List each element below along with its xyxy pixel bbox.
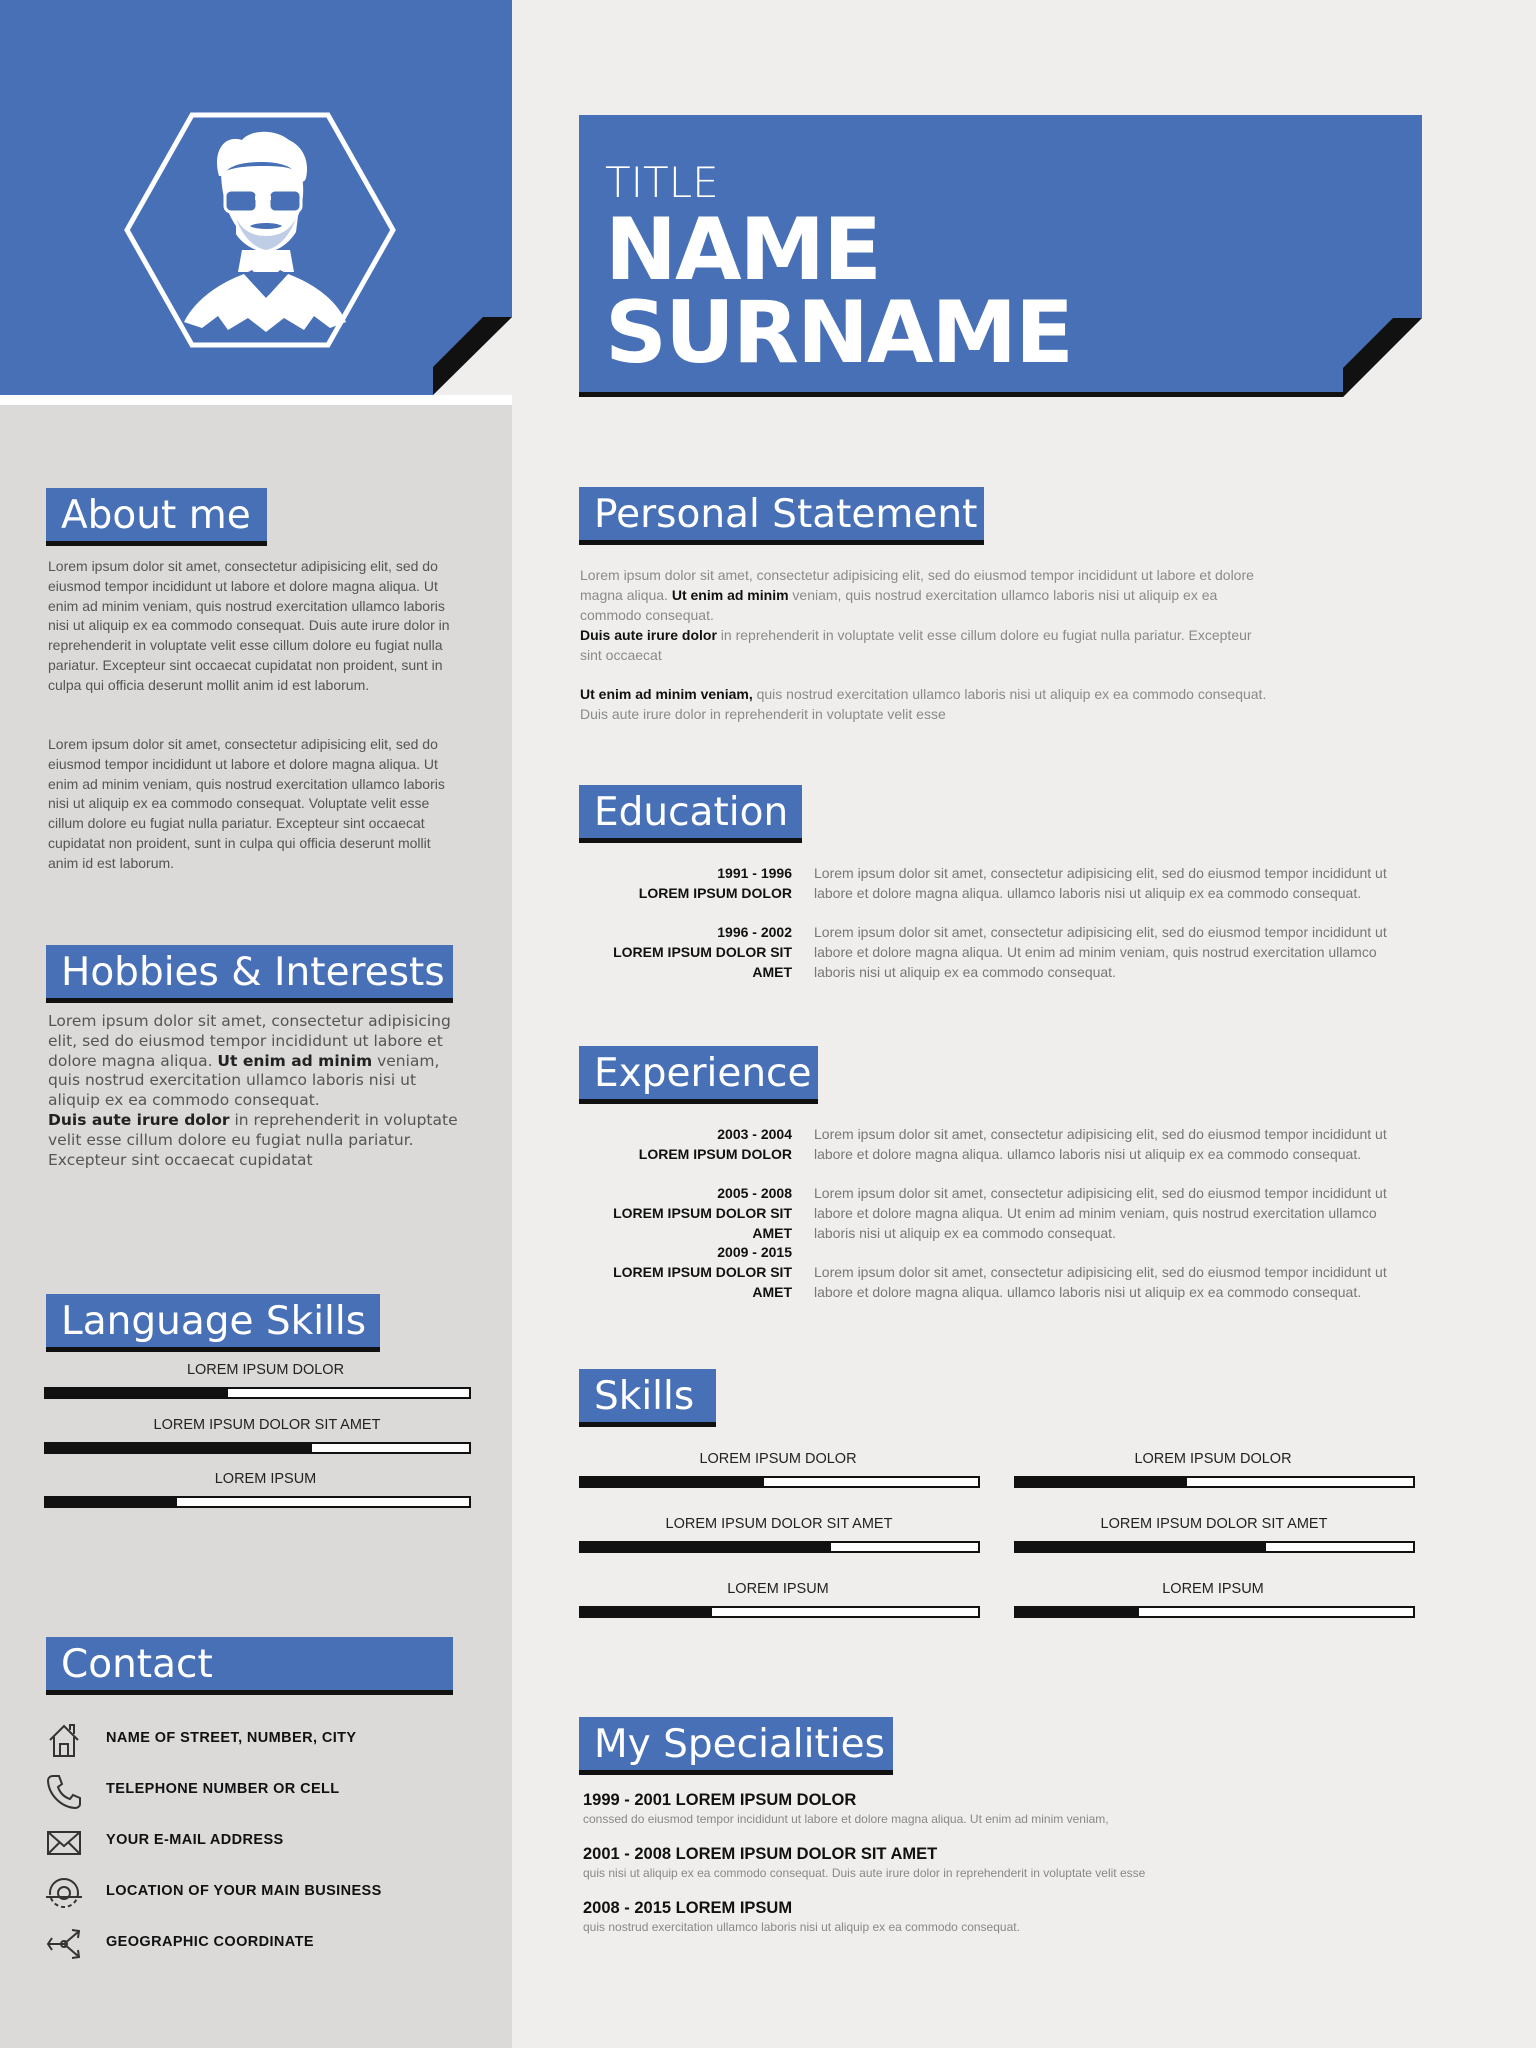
sidebar-divider (0, 395, 512, 405)
language-skill-bar (44, 1442, 471, 1454)
coordinate-icon (44, 1924, 84, 1964)
avatar (124, 112, 396, 348)
language-skill-label: LOREM IPSUM (214, 1471, 317, 1487)
house-icon (44, 1720, 84, 1760)
hobbies-heading: Hobbies & Interests (46, 945, 453, 1003)
hobbies-paragraph: Lorem ipsum dolor sit amet, consectetur adipisicing elit, sed do eiusmod tempor incididunt ut labore et dolore magna aliqua. Ut enim ad minim veniam, quis nostrud exercitation ullamco laboris nisi ut aliquip ex ea commodo consequat. Duis aute irure dolor in reprehenderit in voluptate velit esse cillum dolore eu fugiat nulla pariatur. Excepteur sint occaecat cupidatat (48, 1012, 458, 1169)
contact-address: NAME OF STREET, NUMBER, CITY (44, 1718, 444, 1760)
skill-bar (1014, 1476, 1415, 1488)
experience-entry-date: 2003 - 2004 LOREM IPSUM DOLOR (638, 1126, 792, 1162)
education-entry-date: 1991 - 1996 LOREM IPSUM DOLOR (638, 865, 792, 901)
speciality-description: quis nisi ut aliquip ex ea commodo consequat. Duis aute irure dolor in reprehenderit in voluptate velit esse (583, 1866, 1146, 1880)
skill-label: LOREM IPSUM DOLOR (699, 1451, 857, 1467)
skill-bar (579, 1476, 980, 1488)
first-name: NAME (605, 200, 880, 300)
language-skill-bar (44, 1387, 471, 1399)
personal-statement-paragraph-1: Lorem ipsum dolor sit amet, consectetur adipisicing elit, sed do eiusmod tempor incididunt ut labore et dolore magna aliqua. Ut enim ad minim veniam, quis nostrud exercitation ullamco laboris nisi ut aliquip ex ea commodo consequat. Duis aute irure dolor in reprehenderit in voluptate velit esse cillum dolore eu fugiat nulla pariatur. Excepteur sint occaecat (580, 567, 1254, 663)
experience-entry-description: Lorem ipsum dolor sit amet, consectetur adipisicing elit, sed do eiusmod tempor incididunt ut labore et dolore magna aliqua. ullamco laboris nisi ut aliquip ex ea commodo consequat. (814, 1264, 1387, 1300)
skills-heading: Skills (579, 1369, 716, 1427)
skill-bar (579, 1541, 980, 1553)
contact-coordinate: GEOGRAPHIC COORDINATE (44, 1922, 444, 1964)
language-skill-label: LOREM IPSUM DOLOR SIT AMET (153, 1417, 381, 1433)
skill-label: LOREM IPSUM DOLOR (1134, 1451, 1292, 1467)
about-paragraph-1: Lorem ipsum dolor sit amet, consectetur adipisicing elit, sed do eiusmod tempor incididunt ut labore et dolore magna aliqua. Ut enim ad minim veniam, quis nostrud exercitation ullamco laboris nisi ut aliquip ex ea commodo consequat. Duis aute irure dolor in reprehenderit in voluptate velit esse cillum dolore eu fugiat nulla pariatur. Excepteur sint occaecat cupidatat non proident, sunt in culpa qui officia deserunt mollit anim id est laborum. (48, 558, 450, 693)
language-skills-heading: Language Skills (46, 1294, 380, 1352)
phone-icon (44, 1771, 84, 1811)
education-heading: Education (579, 785, 802, 843)
experience-entry-date: 2009 - 2015 LOREM IPSUM DOLOR SIT AMET (613, 1244, 792, 1300)
speciality-title: 2008 - 2015 LOREM IPSUM (583, 1899, 793, 1917)
skill-bar (579, 1606, 980, 1618)
skill-bar (1014, 1541, 1415, 1553)
envelope-icon (44, 1822, 84, 1862)
folded-corner-icon (1343, 318, 1422, 397)
specialities-heading: My Specialities (579, 1717, 893, 1775)
speciality-title: 1999 - 2001 LOREM IPSUM DOLOR (583, 1791, 857, 1809)
about-heading: About me (46, 488, 267, 546)
job-title: TITLE (605, 158, 719, 207)
language-skill-bar (44, 1496, 471, 1508)
surname: SURNAME (605, 283, 1072, 383)
speciality-description: quis nostrud exercitation ullamco laboris nisi ut aliquip ex ea commodo consequat. (583, 1920, 1020, 1934)
personal-statement-paragraph-2: Ut enim ad minim veniam, quis nostrud exercitation ullamco laboris nisi ut aliquip ex ea commodo consequat. Duis aute irure dolor in reprehenderit in voluptate velit esse (580, 686, 1267, 722)
experience-heading: Experience (579, 1046, 818, 1104)
skill-label: LOREM IPSUM DOLOR SIT AMET (1100, 1516, 1328, 1532)
about-paragraph-2: Lorem ipsum dolor sit amet, consectetur adipisicing elit, sed do eiusmod tempor incididunt ut labore et dolore magna aliqua. Ut enim ad minim veniam, quis nostrud exercitation ullamco laboris nisi ut aliquip ex ea commodo consequat. Voluptate velit esse cillum dolore eu fugiat nulla pariatur. Excepteur sint occaecat cupidatat non proident, sunt in culpa qui officia deserunt mollit anim id est laborum. (48, 736, 445, 871)
contact-heading: Contact (46, 1637, 453, 1695)
experience-entry-description: Lorem ipsum dolor sit amet, consectetur adipisicing elit, sed do eiusmod tempor incididunt ut labore et dolore magna aliqua. ullamco laboris nisi ut aliquip ex ea commodo consequat. (814, 1126, 1387, 1162)
personal-statement-heading: Personal Statement (579, 487, 984, 545)
education-entry-description: Lorem ipsum dolor sit amet, consectetur adipisicing elit, sed do eiusmod tempor incididunt ut labore et dolore magna aliqua. ullamco laboris nisi ut aliquip ex ea commodo consequat. (814, 865, 1387, 901)
language-skill-label: LOREM IPSUM DOLOR (186, 1362, 345, 1378)
skill-bar (1014, 1606, 1415, 1618)
education-entry-description: Lorem ipsum dolor sit amet, consectetur adipisicing elit, sed do eiusmod tempor incididunt ut labore et dolore magna aliqua. Ut enim ad minim veniam, quis nostrud exercitation ullamco laboris nisi ut aliquip ex ea commodo consequat. (814, 924, 1387, 980)
speciality-title: 2001 - 2008 LOREM IPSUM DOLOR SIT AMET (583, 1845, 938, 1863)
skill-label: LOREM IPSUM (1162, 1581, 1264, 1597)
contact-email: YOUR E-MAIL ADDRESS (44, 1820, 444, 1862)
education-entry-date: 1996 - 2002 LOREM IPSUM DOLOR SIT AMET (613, 924, 792, 980)
experience-entry-date: 2005 - 2008 LOREM IPSUM DOLOR SIT AMET (613, 1185, 792, 1241)
contact-location: LOCATION OF YOUR MAIN BUSINESS (44, 1871, 444, 1913)
skill-label: LOREM IPSUM DOLOR SIT AMET (665, 1516, 893, 1532)
speciality-description: conssed do eiusmod tempor incididunt ut labore et dolore magna aliqua. Ut enim ad minim veniam, (583, 1812, 1109, 1826)
experience-entry-description: Lorem ipsum dolor sit amet, consectetur adipisicing elit, sed do eiusmod tempor incididunt ut labore et dolore magna aliqua. Ut enim ad minim veniam, quis nostrud exercitation ullamco laboris nisi ut aliquip ex ea commodo consequat. (814, 1185, 1387, 1241)
location-icon (44, 1873, 84, 1913)
folded-corner-icon (433, 317, 512, 395)
skill-label: LOREM IPSUM (727, 1581, 829, 1597)
contact-phone: TELEPHONE NUMBER OR CELL (44, 1769, 444, 1811)
